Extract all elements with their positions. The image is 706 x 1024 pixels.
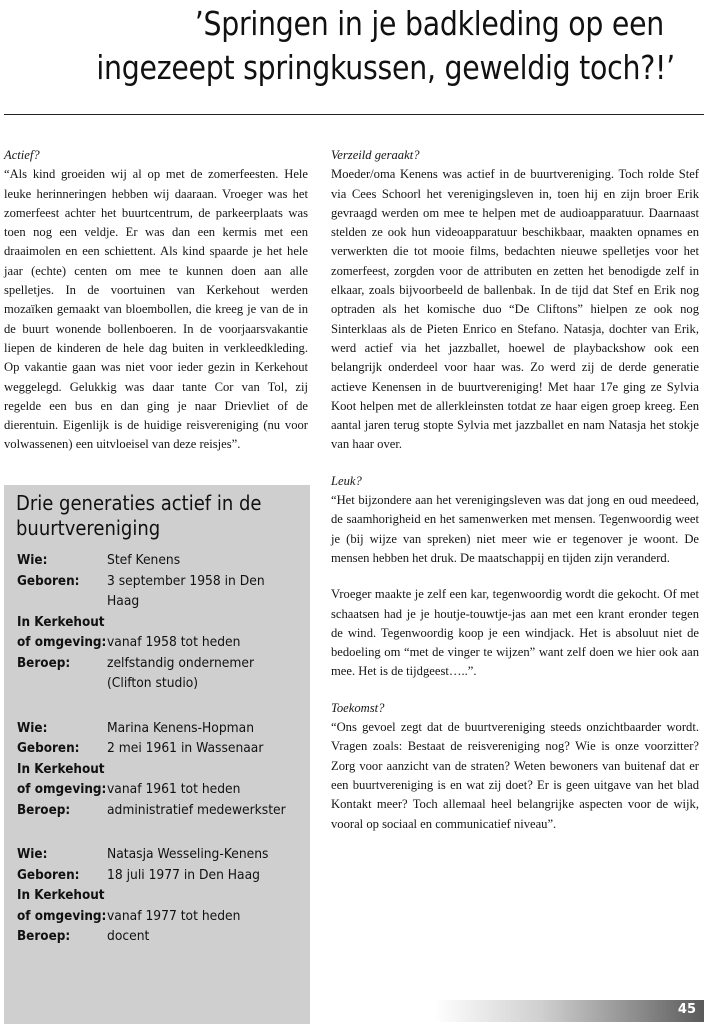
value-omgeving: vanaf 1977 tot heden	[107, 908, 241, 924]
person-entry	[17, 551, 307, 695]
value-omgeving: vanaf 1958 tot heden	[107, 635, 241, 650]
label-beroep: Beroep:	[17, 802, 71, 818]
section-verzeild-geraakt	[331, 146, 699, 455]
value-wie: Marina Kenens-Hopman	[107, 720, 255, 736]
headline-line-2: ingezeept springkussen, geweldig toch?!’	[96, 48, 675, 87]
person-entry	[17, 845, 307, 948]
label-wie: Wie:	[17, 553, 48, 568]
value-beroep: docent	[107, 929, 150, 944]
label-of-omgeving: of omgeving:	[17, 635, 107, 650]
page-number-bar	[434, 1000, 704, 1022]
label-wie: Wie:	[17, 720, 48, 736]
label-geboren: Geboren:	[17, 741, 80, 756]
section-paragraph: “Het bijzondere aan het verenigingsleven was dat jong en oud meedeed, de saamhorigheid en het samenwerken met mensen. Tegenwoordig weet je (bij wijze van spreken) niet meer wie er tegenover je woont. De mensen hebben het druk. De maatschappij en tijden zijn veranderd.	[331, 493, 699, 565]
section-title: Actief?	[4, 148, 40, 162]
section-title: Toekomst?	[331, 700, 385, 715]
value-beroep: zelfstandig ondernemer (Clifton studio)	[107, 655, 255, 691]
value-wie: Natasja Wesseling-Kenens	[107, 847, 269, 862]
box-title: Drie generaties actief in de buurtvereniging	[16, 491, 262, 540]
value-geboren: 3 september 1958 in Den Haag	[107, 573, 265, 609]
section-paragraph: “Ons gevoel zegt dat de buurtvereniging steeds onzichtbaarder wordt. Vragen zoals: Bestaat de reisvereniging nog? Wie is onze voorzitter? Zorg voor aanzicht van de straten? Weten bewoners van buitenaf dat er een buurtvereniging is en wat zij doet? Er is geen uitgave van het blad Kontakt meer? Toch allemaal heel belangrijke aspecten voor de wijk, vooral op sociaal en communicatief niveau”.	[331, 720, 699, 831]
label-in-kerkehout: In Kerkehout	[17, 614, 105, 630]
label-beroep: Beroep:	[17, 655, 71, 671]
value-omgeving: vanaf 1961 tot heden	[107, 782, 241, 797]
label-beroep: Beroep:	[17, 929, 71, 944]
box-body	[17, 551, 307, 972]
value-wie: Stef Kenens	[107, 553, 181, 568]
section-paragraph: Vroeger maakte je zelf een kar, tegenwoordig wordt die gekocht. Of met schaatsen had je je houtje-touwtje-jas aan met een krant eronder tegen de wind. Tegenwoordig koop je een windjack. Het is absoluut niet de bedoeling om “met de vinger te wijzen” want zelf doen we hier ook aan mee. Het is de tijdgeest…..”.	[331, 587, 699, 679]
label-geboren: Geboren:	[17, 573, 80, 589]
section-title: Leuk?	[331, 473, 362, 488]
value-geboren: 2 mei 1961 in Wassenaar	[107, 741, 264, 756]
section-leuk	[331, 472, 699, 682]
value-geboren: 18 juli 1977 in Den Haag	[107, 867, 260, 883]
value-beroep: administratief medewerkster	[107, 802, 286, 818]
headline-line-1: ’Springen in je badkleding op een	[194, 4, 664, 43]
label-in-kerkehout: In Kerkehout	[17, 761, 105, 777]
label-wie: Wie:	[17, 847, 48, 862]
headline-divider	[4, 114, 704, 115]
left-column	[4, 146, 308, 472]
section-paragraph: “Als kind groeiden wij al op met de zomerfeesten. Hele leuke herinneringen hebben wij daaraan. Vroeger was het zomerfeest achter het buurtcentrum, de parkeerplaats was toen nog een veldje. Er was dan een kermis met een draaimolen en een schiettent. Als kind spaarde je het hele jaar (echte) centen om mee te kunnen doen aan alle spelletjes. In de voortuinen van Kerkehout werden mozaïken gemaakt van bloembollen, die kreeg je van de in de buurt wonende bollenboeren. In de voorjaarsvakantie liepen de kinderen de hele dag buiten in verkleedkleding. Op vakantie gaan was niet voor ieder gezin in Kerkehout weggelegd. Gelukkig was daar tante Cor van Tol, zij regelde een bus en dan ging je naar Drievliet of de dierentuin. Eigenlijk is de huidige reisvereniging (nu voor volwassenen) een uitvloeisel van deze reisjes”.	[4, 167, 308, 452]
section-title: Verzeild geraakt?	[331, 148, 420, 162]
page-number: 45	[677, 1002, 696, 1017]
label-in-kerkehout: In Kerkehout	[17, 888, 105, 903]
right-column	[331, 146, 699, 851]
label-of-omgeving: of omgeving:	[17, 908, 107, 924]
generations-info-box	[4, 485, 310, 1024]
label-geboren: Geboren:	[17, 867, 80, 883]
person-entry	[17, 719, 307, 822]
article-headline	[96, 2, 675, 90]
section-toekomst	[331, 699, 699, 834]
section-actief	[4, 146, 308, 455]
label-of-omgeving: of omgeving:	[17, 782, 107, 797]
section-paragraph: Moeder/oma Kenens was actief in de buurtvereniging. Toch rolde Stef via Cees Schoorl het verenigingsleven in, toen hij en zijn broer Erik gevraagd werden om mee te helpen met de audioapparatuur. Daarnaast stelden ze ook hun videoapparatuur beschikbaar, maakten opnames en verwerkten die tot mooie films, bedachten nieuwe spelletjes voor het zomerfeest, zorgden voor de attributen en zetten het benodigde zelf in elkaar, zoals bijvoorbeeld de ballenbak. In de tijd dat Stef en Erik nog optraden als het komische duo “De Cliftons” hielpen ze ook nog Sinterklaas als de Pieten Enrico en Stefano. Natasja, dochter van Erik, werd actief via het jazzballet, hoewel de playbackshow ook een belangrijk onderdeel voor haar was. Zo werd zij de derde generatie actieve Kenensen in de buurtvereniging! Met haar 17e ging ze Sylvia Koot helpen met de allerkleinsten totdat ze haar eigen groep kreeg. Een aantal jaren terug stopte Sylvia met jazzballet en nam Natasja het stokje van haar over.	[331, 167, 699, 452]
